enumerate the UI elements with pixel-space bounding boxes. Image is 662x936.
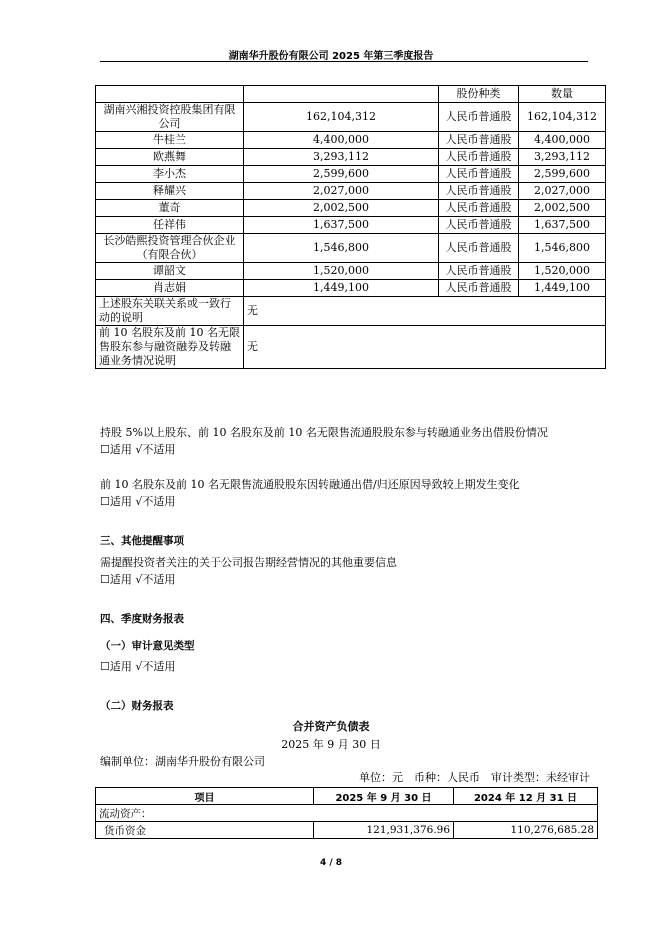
shareholder-name: 董奇 bbox=[96, 200, 244, 217]
shares-held: 1,637,500 bbox=[244, 217, 439, 234]
page-number: 4 / 8 bbox=[319, 858, 343, 868]
table-row bbox=[96, 822, 598, 839]
col-header-share-type: 股份种类 bbox=[439, 86, 519, 103]
share-type: 人民币普通股 bbox=[439, 234, 519, 263]
share-type: 人民币普通股 bbox=[439, 132, 519, 149]
share-type: 人民币普通股 bbox=[439, 280, 519, 297]
unit-line: 单位：元 币种：人民币 审计类型：未经审计 bbox=[359, 771, 590, 784]
note-relationship-label: 上述股东关联关系或一致行动的说明 bbox=[96, 297, 244, 326]
share-type: 人民币普通股 bbox=[439, 183, 519, 200]
shareholder-name: 任祥伟 bbox=[96, 217, 244, 234]
table-row-note-relationship bbox=[96, 297, 606, 326]
note-margin-label: 前 10 名股东及前 10 名无限售股东参与融资融券及转融通业务情况说明 bbox=[96, 326, 244, 369]
table-row bbox=[96, 200, 606, 217]
share-type: 人民币普通股 bbox=[439, 149, 519, 166]
cash-2024: 110,276,685.28 bbox=[454, 822, 598, 839]
table-row bbox=[96, 183, 606, 200]
shares-held: 1,520,000 bbox=[244, 263, 439, 280]
shares-held: 4,400,000 bbox=[244, 132, 439, 149]
shareholder-name: 肖志娟 bbox=[96, 280, 244, 297]
shares-held: 2,027,000 bbox=[244, 183, 439, 200]
share-type: 人民币普通股 bbox=[439, 217, 519, 234]
table-header-row bbox=[96, 86, 606, 103]
table-row bbox=[96, 166, 606, 183]
col-header-2025: 2025 年 9 月 30 日 bbox=[314, 788, 454, 805]
cash-2025: 121,931,376.96 bbox=[314, 822, 454, 839]
change-disclosure-text: 前 10 名股东及前 10 名无限售流通股股东因转融通出借/归还原因导致较上期发生变化 bbox=[100, 478, 520, 491]
table-row bbox=[96, 263, 606, 280]
shares-held: 162,104,312 bbox=[244, 103, 439, 132]
col-header-2024: 2024 年 12 月 31 日 bbox=[454, 788, 598, 805]
financial-statements-heading: （二）财务报表 bbox=[100, 700, 174, 712]
shares-held: 2,002,500 bbox=[244, 200, 439, 217]
shares-held: 1,546,800 bbox=[244, 234, 439, 263]
shareholder-name: 谭韶文 bbox=[96, 263, 244, 280]
shareholder-name: 长沙皓熙投资管理合伙企业（有限合伙） bbox=[96, 234, 244, 263]
note-relationship-value: 无 bbox=[244, 297, 606, 326]
section-3-text: 需提醒投资者关注的关于公司报告期经营情况的其他重要信息 bbox=[100, 556, 397, 569]
header-divider bbox=[100, 61, 588, 62]
lending-applicability: ☐适用 √不适用 bbox=[100, 443, 176, 456]
table-row bbox=[96, 217, 606, 234]
balance-sheet-title: 合并资产负债表 bbox=[292, 720, 370, 733]
share-quantity: 1,449,100 bbox=[519, 280, 606, 297]
balance-sheet-date: 2025 年 9 月 30 日 bbox=[281, 738, 381, 751]
share-quantity: 1,637,500 bbox=[519, 217, 606, 234]
share-type: 人民币普通股 bbox=[439, 166, 519, 183]
item-cash: 货币资金 bbox=[96, 822, 314, 839]
balance-sheet-header-row bbox=[96, 788, 598, 805]
table-row bbox=[96, 280, 606, 297]
shareholders-table bbox=[95, 85, 606, 369]
balance-sheet-table bbox=[95, 787, 598, 839]
table-row-note-margin bbox=[96, 326, 606, 369]
table-row bbox=[96, 103, 606, 132]
section-4-heading: 四、季度财务报表 bbox=[100, 613, 184, 625]
table-row bbox=[96, 132, 606, 149]
table-row bbox=[96, 805, 598, 822]
col-header-quantity: 数量 bbox=[519, 86, 606, 103]
share-type: 人民币普通股 bbox=[439, 200, 519, 217]
share-type: 人民币普通股 bbox=[439, 103, 519, 132]
section-3-applicability: ☐适用 √不适用 bbox=[100, 573, 176, 586]
shareholder-name: 牛桂兰 bbox=[96, 132, 244, 149]
share-quantity: 4,400,000 bbox=[519, 132, 606, 149]
shareholder-name: 欧燕舞 bbox=[96, 149, 244, 166]
shareholder-name: 李小杰 bbox=[96, 166, 244, 183]
shareholder-name: 湖南兴湘投资控股集团有限公司 bbox=[96, 103, 244, 132]
share-quantity: 162,104,312 bbox=[519, 103, 606, 132]
report-header-title: 湖南华升股份有限公司 2025 年第三季度报告 bbox=[228, 51, 434, 62]
shares-held: 3,293,112 bbox=[244, 149, 439, 166]
current-assets-label: 流动资产： bbox=[96, 805, 598, 822]
shares-held: 2,599,600 bbox=[244, 166, 439, 183]
share-quantity: 2,002,500 bbox=[519, 200, 606, 217]
share-type: 人民币普通股 bbox=[439, 263, 519, 280]
share-quantity: 1,520,000 bbox=[519, 263, 606, 280]
section-3-heading: 三、其他提醒事项 bbox=[100, 535, 184, 547]
audit-opinion-applicability: ☐适用 √不适用 bbox=[100, 660, 176, 673]
table-row bbox=[96, 234, 606, 263]
share-quantity: 2,027,000 bbox=[519, 183, 606, 200]
shares-held: 1,449,100 bbox=[244, 280, 439, 297]
audit-opinion-heading: （一）审计意见类型 bbox=[100, 640, 195, 652]
change-applicability: ☐适用 √不适用 bbox=[100, 495, 176, 508]
lending-disclosure-text: 持股 5%以上股东、前 10 名股东及前 10 名无限售流通股股东参与转融通业务出借股份情况 bbox=[100, 426, 548, 439]
share-quantity: 3,293,112 bbox=[519, 149, 606, 166]
share-quantity: 1,546,800 bbox=[519, 234, 606, 263]
shareholder-name: 释耀兴 bbox=[96, 183, 244, 200]
note-margin-value: 无 bbox=[244, 326, 606, 369]
table-row bbox=[96, 149, 606, 166]
col-header-item: 项目 bbox=[96, 788, 314, 805]
share-quantity: 2,599,600 bbox=[519, 166, 606, 183]
preparer-line: 编制单位：湖南华升股份有限公司 bbox=[100, 755, 265, 768]
